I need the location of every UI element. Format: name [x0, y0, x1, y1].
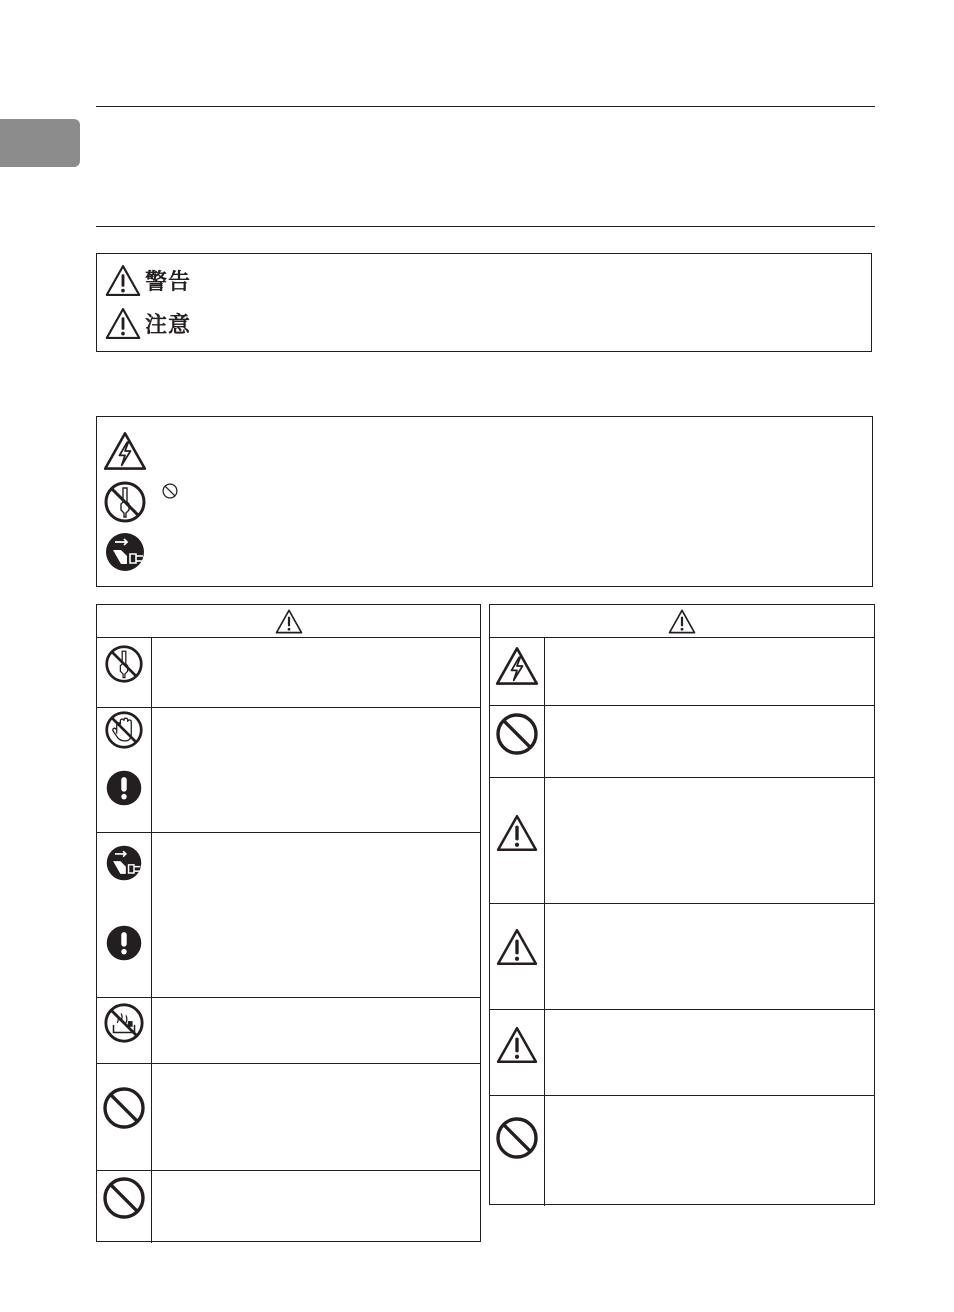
table-row: [97, 1064, 480, 1171]
warning-triangle-icon: [105, 264, 141, 297]
prohibited-icon: [102, 1176, 146, 1220]
table-row: [490, 1010, 874, 1096]
unplug-icon: [103, 530, 147, 574]
symbol-legend: [96, 416, 873, 587]
prohibited-icon: [495, 712, 539, 756]
caution-label: 注意: [145, 313, 192, 338]
legend-caution: [105, 307, 191, 340]
table-row: [490, 638, 874, 706]
table-row: [97, 1171, 480, 1243]
signal-word-legend: [96, 253, 872, 352]
table-row: [490, 706, 874, 778]
warning-label: 警告: [145, 270, 192, 295]
caution-triangle-icon: [496, 1026, 538, 1064]
caution-triangle-icon: [496, 928, 538, 966]
small-prohibited-icon: [162, 483, 178, 499]
chapter-tab: [0, 119, 80, 167]
top-rule: [96, 106, 875, 107]
caution-triangle-icon: [496, 814, 538, 852]
header-rule: [96, 226, 875, 227]
table-row: [490, 1096, 874, 1206]
warning-table: [96, 604, 481, 1242]
warning-triangle-icon: [275, 609, 303, 634]
table-row: [490, 904, 874, 1010]
no-touch-icon: [104, 710, 144, 750]
table-row: [97, 833, 480, 998]
table-row: [490, 778, 874, 904]
mandatory-exclamation-icon: [104, 923, 144, 963]
legend-warning: [105, 264, 191, 297]
mandatory-exclamation-icon: [104, 768, 144, 808]
table-row: [97, 708, 480, 833]
caution-triangle-icon: [668, 609, 696, 634]
prohibited-icon: [102, 1086, 146, 1130]
unplug-icon: [104, 843, 144, 883]
warning-table-header: [97, 605, 480, 638]
no-disassembly-icon: [104, 644, 144, 684]
no-disassembly-icon: [103, 480, 147, 524]
table-row: [97, 998, 480, 1064]
caution-table: [489, 604, 875, 1205]
electric-shock-icon: [103, 431, 147, 471]
caution-triangle-icon: [105, 307, 141, 340]
no-wet-hands-icon: [103, 1002, 145, 1044]
electric-shock-icon: [495, 646, 539, 686]
prohibited-icon: [495, 1116, 539, 1160]
table-row: [97, 638, 480, 708]
caution-table-header: [490, 605, 874, 638]
